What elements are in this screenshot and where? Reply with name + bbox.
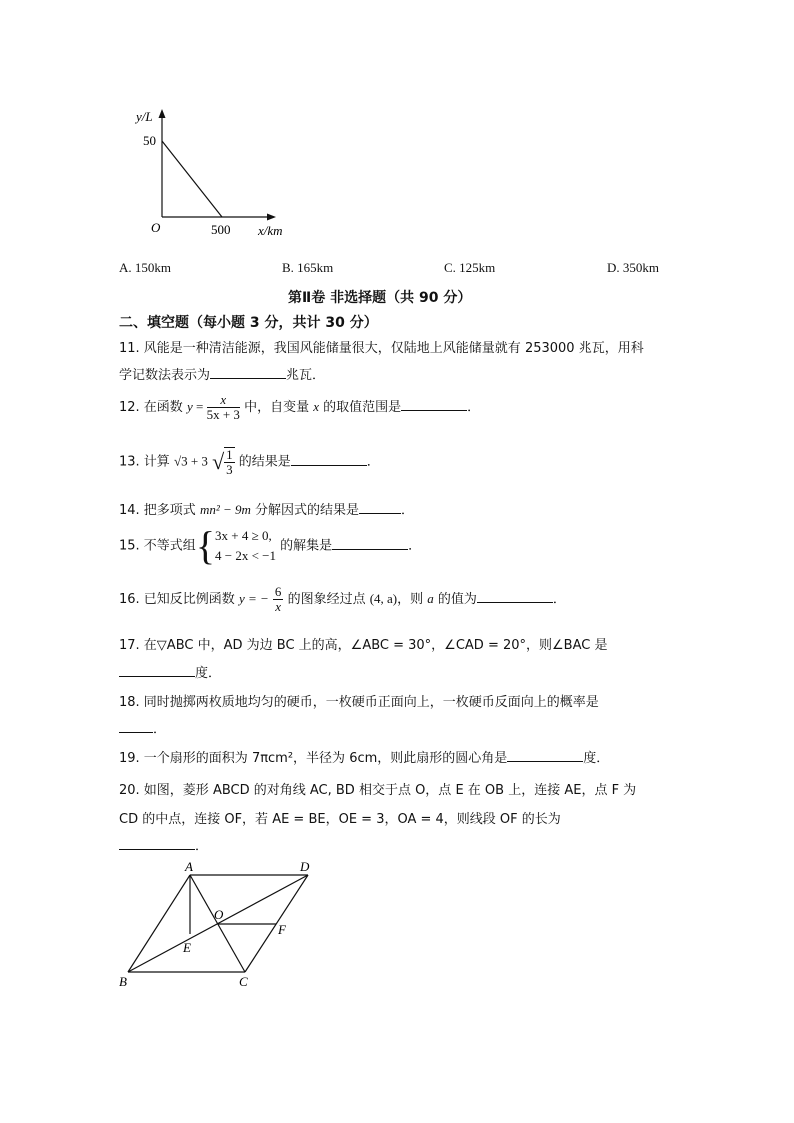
option-d: D. 350km [607,260,659,275]
label-d: D [300,859,310,874]
q14-blank[interactable] [359,501,401,514]
section-title: 第Ⅱ卷 非选择题（共 90 分） [288,290,472,306]
q20-blank[interactable] [119,837,195,850]
label-a: A [185,859,193,874]
fuel-line [162,141,222,217]
q17-line2: 度． [119,662,221,681]
q20-line3: ． [119,835,208,854]
q11-line1: 11. 风能是一种清洁能源，我国风能储量很大，仅陆地上风能储量就有 253000 兆瓦，用科 [119,341,644,356]
q12-blank[interactable] [401,398,467,411]
q17-blank[interactable] [119,664,195,677]
x-axis-arrow [267,214,276,221]
q20-line2: CD 的中点，连接 OF，若 AE = BE，OE = 3，OA = 4，则线段 OF 的长为 [119,812,561,827]
label-f: F [278,922,286,937]
rhombus-figure [110,855,330,995]
q20-line1: 20. 如图，菱形 ABCD 的对角线 AC, BD 相交于点 O，点 E 在 OB 上，连接 AE，点 F 为 [119,783,637,798]
q16-blank[interactable] [477,590,553,603]
y-axis-arrow [159,109,166,118]
label-o: O [214,907,224,922]
y-value-label: 50 [143,133,156,148]
q15: 15. 不等式组{ 3x + 4 ≥ 0, 4 − 2x < −1 的解集是 ． [119,523,422,568]
q19-blank[interactable] [507,749,583,762]
x-axis-label: x/km [258,223,283,238]
part-title: 二、填空题（每小题 3 分，共计 30 分） [119,315,378,331]
q13: 13. 计算 √3 + 3 √ $\frac{1}{3}$ 的结果是 ． [119,447,380,477]
y-axis-label: y/L [136,109,153,124]
q11-line2: 学记数法表示为 兆瓦． [119,368,326,383]
origin-label: O [151,220,161,235]
option-a: A. 150km [119,260,171,275]
q14: 14. 把多项式 mn² − 9m 分解因式的结果是 ． [119,502,415,518]
label-e: E [183,940,191,955]
side-ab [128,875,190,972]
q11-blank[interactable] [210,366,286,379]
q18-blank[interactable] [119,720,153,733]
q16: 16. 已知反比例函数 y = − $\frac{6}{x}$ 的图象经过点 (4, a)，则 a 的值为 ． [119,584,566,614]
q15-system: 3x + 4 ≥ 0, 4 − 2x < −1 [215,528,277,563]
q19: 19. 一个扇形的面积为 7πcm²，半径为 6cm，则此扇形的圆心角是 度． [119,751,610,766]
q18-line2: ． [119,718,166,737]
label-b: B [119,974,127,989]
q17-line1: 17. 在▽ABC 中，AD 为边 BC 上的高，∠ABC = 30°，∠CAD = 20°，则∠BAC 是 [119,638,608,653]
q16-fraction: $\frac{6}{x}$ [274,584,282,614]
distance-fuel-graph [130,105,295,240]
q15-blank[interactable] [332,537,408,550]
q18-line1: 18. 同时抛掷两枚质地均匀的硬币，一枚硬币正面向上，一枚硬币反面向上的概率是 [119,695,599,710]
x-value-label: 500 [211,222,231,237]
q13-blank[interactable] [291,453,367,466]
q12-fraction: $\frac{x}{5x + 3}$ [206,392,240,422]
q12: 12. 在函数 y = $\frac{x}{5x + 3}$ 中，自变量 x 的取值范围是 ． [119,392,481,422]
q13-fraction: $\frac{1}{3}$ [226,447,233,477]
label-c: C [239,974,248,989]
option-b: B. 165km [282,260,334,275]
option-c: C. 125km [444,260,496,275]
